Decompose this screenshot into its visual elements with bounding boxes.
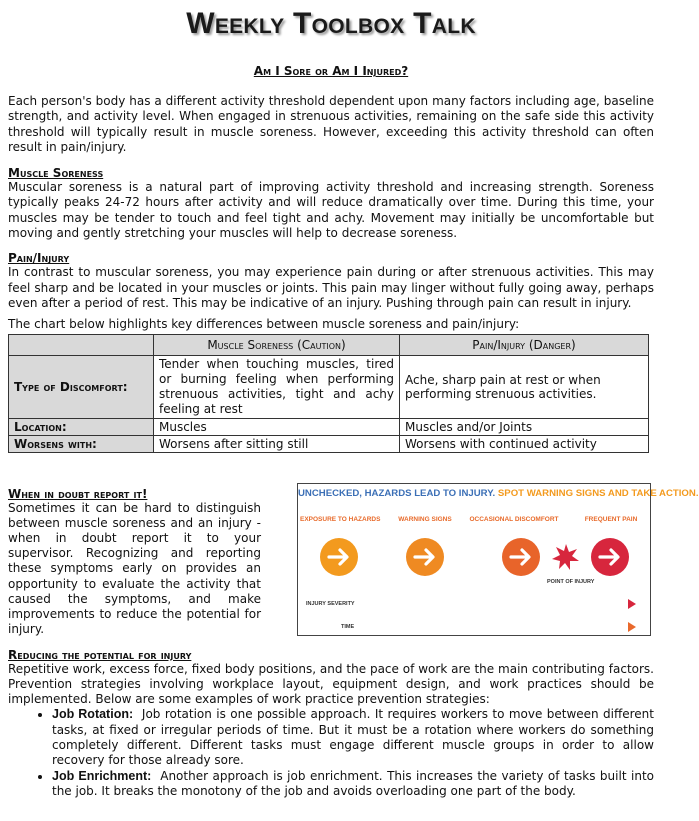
injury-severity-label: INJURY SEVERITY [306,600,355,607]
stage-label-exposure: EXPOSURE TO HAZARDS [300,515,381,523]
comparison-table [8,334,649,453]
table-row [9,418,649,435]
point-of-injury-label: POINT OF INJURY [547,578,595,585]
cell-injury-worsens: Worsens with continued activity [400,435,649,452]
row-label-location: Location: [9,418,154,435]
banner-orange-text: SPOT WARNING SIGNS AND TAKE ACTION. [497,487,699,499]
doubt-heading: When in doubt report it! [8,486,148,501]
list-item [52,707,654,768]
reducing-heading: Reducing the potential for injury [8,647,192,662]
cell-soreness-location: Muscles [154,418,400,435]
intro-paragraph: Each person's body has a different activity threshold dependent upon many factors including age, baseline strength, and activity level. When engaged in strenuous activities, remaining on the safe side this activity threshold will typically result in muscle soreness. However, exceeding this activity threshold can often result in pain/injury. [8,94,654,154]
job-rotation-text: Job rotation is one possible approach. It requires workers to move between different tasks, at fixed or irregular periods of time. But it must be a rotation where workers do something completely different. Different tasks must engage different muscle groups in order to allow recovery for those already sore. [52,707,654,768]
stage-label-warning: WARNING SIGNS [398,515,452,523]
doubt-section [8,487,261,638]
strategy-list [8,707,654,799]
table-row [9,355,649,418]
time-arrow [360,622,636,632]
row-label-discomfort: Type of Discomfort: [9,355,154,418]
injury-severity-arrow [360,599,636,609]
table-header-row [9,334,649,355]
cell-injury-discomfort: Ache, sharp pain at rest or when performing strenuous activities. [400,355,649,418]
lower-section [8,486,699,642]
infographic-graphics [298,484,650,635]
muscle-soreness-heading: Muscle Soreness [8,166,104,181]
table-header-injury: Pain/Injury (Danger) [400,334,649,355]
arrow-circle-icon [320,538,358,576]
doubt-text: Sometimes it can be hard to distinguish between muscle soreness and an injury - when in doubt report it to your supervisor. Recognizing and reporting these symptoms early on provides an opportunity to evaluate the activity that caused the symptoms, and make improvements to reduce the potential for injury. [8,500,261,637]
arrow-circle-icon [502,538,540,576]
banner-blue-text: UNCHECKED, HAZARDS LEAD TO INJURY. [298,487,496,499]
pain-injury-text: In contrast to muscular soreness, you may experience pain during or after strenuous activities. This may feel sharp and be located in your muscles or joints. This pain may linger without fully going away, perhaps even after a period of rest. This may be indicative of an injury. Pushing through pain can result in injury. [8,265,654,310]
job-rotation-label: Job Rotation: [52,707,134,722]
time-label: TIME [341,623,355,630]
table-row [9,435,649,452]
point-of-injury-star-icon [552,544,579,570]
table-header-soreness: Muscle Soreness (Caution) [154,334,400,355]
pain-injury-heading: Pain/Injury [8,251,70,266]
arrow-circle-icon [406,538,444,576]
chart-intro: The chart below highlights key differences between muscle soreness and pain/injury: [8,317,520,332]
cell-injury-location: Muscles and/or Joints [400,418,649,435]
reducing-text: Repetitive work, excess force, fixed body positions, and the pace of work are the main contributing factors. Prevention strategies involving workplace layout, equipment design, and work practices should be implemented. Below are some examples of work practice prevention strategies: [8,661,654,707]
page-title: Weekly Toolbox Talk [186,7,476,40]
job-enrichment-text: Another approach is job enrichment. This increases the variety of tasks built into the job. It breaks the monotony of the job and avoids overloading one part of the body. [52,768,654,798]
hazard-infographic [297,483,699,636]
cell-soreness-worsens: Worsens after sitting still [154,435,400,452]
stage-label-pain: FREQUENT PAIN [584,515,638,523]
arrow-circle-icon [591,538,629,576]
subtitle: Am I Sore or Am I Injured? [253,64,409,78]
row-label-worsens: Worsens with: [9,435,154,452]
cell-soreness-discomfort: Tender when touching muscles, tired or burning feeling when performing strenuous activities, tight and achy feeling at rest [154,355,400,418]
muscle-soreness-text: Muscular soreness is a natural part of improving activity threshold and increasing strength. Soreness typically peaks 24-72 hours after activity and will reduce dramatically over time. During this time, your muscles may be tender to touch and feel tight and achy. Movement may initially be uncomfortable but moving and gently stretching your muscles will help to decrease soreness. [8,180,654,241]
stage-label-discomfort: OCCASIONAL DISCOMFORT [469,515,559,523]
job-enrichment-label: Job Enrichment: [52,768,152,783]
list-item [52,769,654,800]
table-header-empty [9,334,154,355]
